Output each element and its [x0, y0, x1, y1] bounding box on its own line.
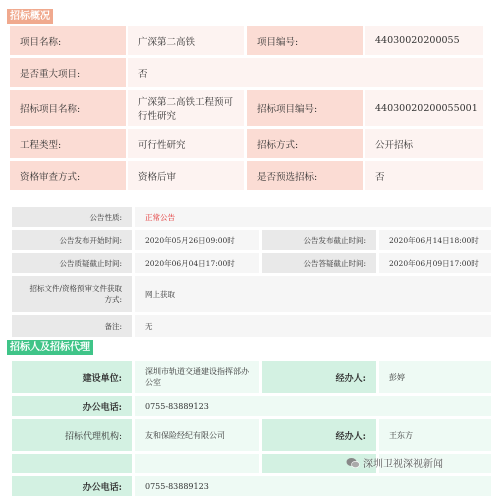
- remark-value: 无: [134, 315, 491, 338]
- table-row: [10, 90, 483, 129]
- table-row: [10, 26, 483, 58]
- phone2-label: 办公电话:: [12, 476, 132, 497]
- notice-table: [10, 205, 492, 340]
- table-row: [10, 161, 483, 193]
- major-project-label: 是否重大项目:: [10, 58, 126, 90]
- table-row: [12, 253, 491, 274]
- preselection-value: 否: [363, 161, 483, 193]
- tender-method-label: 招标方式:: [244, 129, 363, 161]
- qualification-review-label: 资格审查方式:: [10, 161, 126, 193]
- phone1-value: 0755-83889123: [134, 396, 491, 417]
- contact2-value: 王东方: [378, 419, 491, 452]
- table-row: [12, 207, 491, 228]
- publish-start-value: 2020年05月26日09:00时: [134, 230, 259, 251]
- tender-method-value: 公开招标: [363, 129, 483, 161]
- file-method-value: 网上获取: [134, 276, 491, 313]
- preselection-label: 是否预选招标:: [244, 161, 363, 193]
- question-deadline-label: 公告质疑截止时间:: [12, 253, 132, 274]
- answer-deadline-value: 2020年06月09日17:00时: [378, 253, 491, 274]
- publish-start-label: 公告发布开始时间:: [12, 230, 132, 251]
- contact1-value: 彭婷: [378, 361, 491, 394]
- table-row: [12, 315, 491, 338]
- table-row: [12, 230, 491, 251]
- contact2-label: 经办人:: [261, 419, 376, 452]
- file-method-label: 招标文件/资格预审文件获取方式:: [12, 276, 132, 313]
- project-number-value: 44030020200055: [363, 26, 483, 58]
- engineering-type-label: 工程类型:: [10, 129, 126, 161]
- tenderer-table: [10, 359, 492, 499]
- answer-deadline-label: 公告答疑截止时间:: [261, 253, 376, 274]
- blank-cell: [12, 454, 132, 474]
- table-row: [10, 58, 483, 90]
- phone2-value: 0755-83889123: [134, 476, 491, 497]
- tender-project-name-label: 招标项目名称:: [10, 90, 126, 129]
- builder-value: 深圳市轨道交通建设指挥部办公室: [134, 361, 259, 394]
- section-title-tenderer: 招标人及招标代理: [7, 340, 93, 355]
- qualification-review-value: 资格后审: [126, 161, 244, 193]
- tender-project-number-value: 44030020200055001: [363, 90, 483, 129]
- project-name-label: 项目名称:: [10, 26, 126, 58]
- notice-type-label: 公告性质:: [12, 207, 132, 228]
- watermark: [346, 455, 443, 470]
- question-deadline-value: 2020年06月04日17:00时: [134, 253, 259, 274]
- contact1-label: 经办人:: [261, 361, 376, 394]
- section-title-overview: 招标概况: [7, 9, 53, 24]
- publish-end-label: 公告发布截止时间:: [261, 230, 376, 251]
- notice-type-value: 正常公告: [134, 207, 491, 228]
- remark-label: 备注:: [12, 315, 132, 338]
- table-row: [12, 361, 491, 394]
- project-number-label: 项目编号:: [244, 26, 363, 58]
- engineering-type-value: 可行性研究: [126, 129, 244, 161]
- table-row: [10, 129, 483, 161]
- publish-end-value: 2020年06月14日18:00时: [378, 230, 491, 251]
- builder-label: 建设单位:: [12, 361, 132, 394]
- table-row: [12, 419, 491, 452]
- blank-cell: [134, 454, 259, 474]
- agency-label: 招标代理机构:: [12, 419, 132, 452]
- phone1-label: 办公电话:: [12, 396, 132, 417]
- tender-project-name-value: 广深第二高铁工程预可行性研究: [126, 90, 244, 129]
- agency-value: 友和保险经纪有限公司: [134, 419, 259, 452]
- watermark-text: 深圳卫视深视新闻: [363, 459, 443, 470]
- major-project-value: 否: [126, 58, 483, 90]
- overview-table: [10, 26, 483, 193]
- tender-project-number-label: 招标项目编号:: [244, 90, 363, 129]
- wechat-icon: [346, 457, 360, 469]
- table-row: [12, 476, 491, 497]
- project-name-value: 广深第二高铁: [126, 26, 244, 58]
- table-row: [12, 276, 491, 313]
- table-row: [12, 396, 491, 417]
